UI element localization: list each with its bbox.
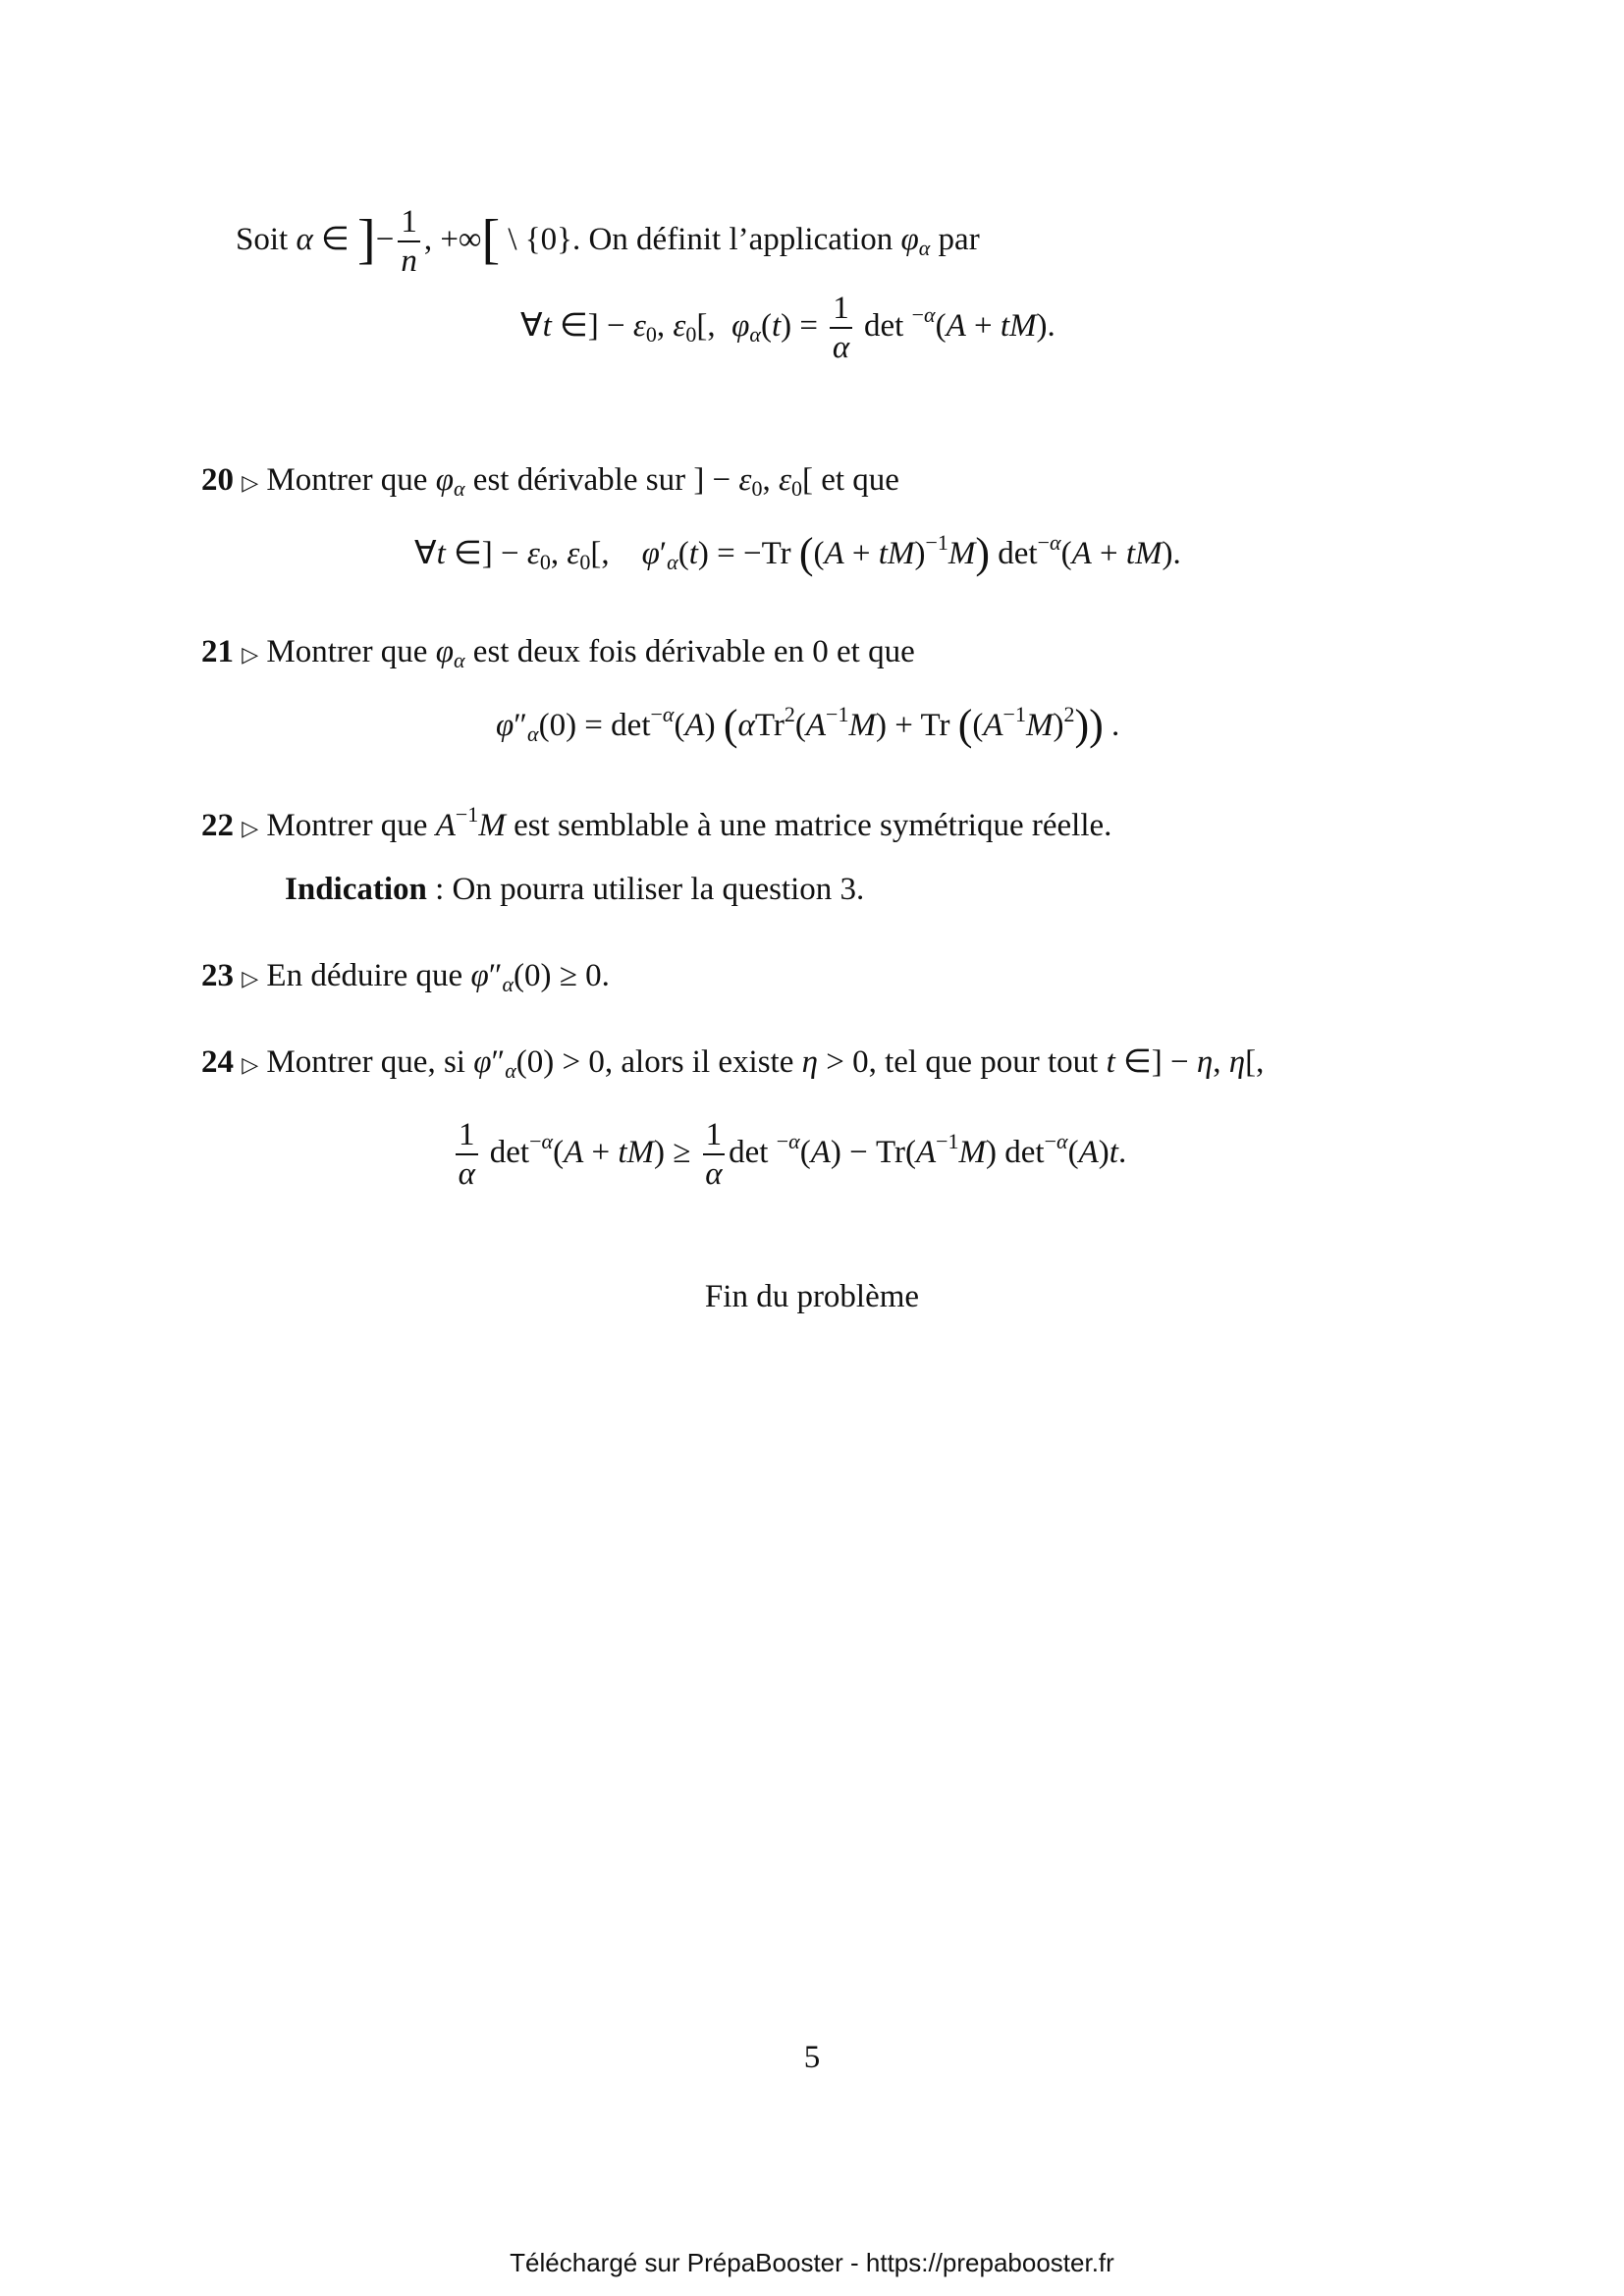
question-24: 24 ▷ Montrer que, si $\varphi''_\alpha(0) > 0$, alors il existe η > 0, tel que pour tout t ∈] − η, η[, <box>201 1044 1265 1083</box>
triangle-icon: ▷ <box>242 1053 259 1078</box>
question-number: 21 <box>201 634 234 669</box>
question-number: 20 <box>201 462 234 498</box>
indication <box>285 874 864 906</box>
question-24-equation: $\frac{1}{\alpha}$ $\det^{-\alpha}(A + tM)$ ≥ $\frac{1}{\alpha}$ $\det ^{-\alpha}(A) - Tr(A^{-1}M)$ $\det^{-\alpha}(A)t$. <box>452 1119 1126 1191</box>
question-number: 24 <box>201 1044 234 1080</box>
triangle-icon: ▷ <box>242 967 259 991</box>
intro-soit: Soit <box>236 222 289 258</box>
phi-definition-equation: ∀t ∈] − $\varepsilon_0$, $\varepsilon_0$[, $\varphi_\alpha(t)$ = $\frac{1}{\alpha}$ det $^{-\alpha}$(A + tM). <box>520 291 1056 365</box>
question-22: 22 ▷ Montrer que $A^{-1}M$ est semblable à une matrice symétrique réelle. <box>201 802 1112 843</box>
triangle-icon: ▷ <box>242 643 259 667</box>
indication-label: Indication <box>285 872 427 907</box>
triangle-icon: ▷ <box>242 817 259 841</box>
question-21: 21 ▷ Montrer que $\varphi_\alpha$ est deux fois dérivable en 0 et que <box>201 634 915 672</box>
intro-par: par <box>938 222 980 258</box>
download-footer: Téléchargé sur PrépaBooster - https://prepabooster.fr <box>510 2248 1114 2277</box>
question-number: 22 <box>201 808 234 843</box>
intro-defines: . On définit l’application <box>571 222 893 258</box>
question-20-equation: ∀t ∈] − $\varepsilon_0$, $\varepsilon_0$[, $\varphi'_\alpha(t) = -Tr$ ((A + tM)$^{-1}$M) $\det^{-\alpha}(A + tM)$. <box>414 529 1181 577</box>
question-20: 20 ▷ Montrer que $\varphi_\alpha$ est dérivable sur ] − $\varepsilon_0$, $\varepsilon_0$[ et que <box>201 462 899 501</box>
question-21-equation: $\varphi''_\alpha(0) = \det^{-\alpha}(A) (\alpha Tr^2(A^{-1}M) + Tr$ $((A^{-1}M)^2)$) . <box>496 701 1120 749</box>
intro-line: Soit α ∈ ]− $\frac{1}{n}$ , +∞[ \ {0}. On définit l’application $\varphi_\alpha$ par <box>236 204 980 279</box>
indication-text: : On pourra utiliser la question 3. <box>426 872 865 907</box>
page-number: 5 <box>803 2040 821 2075</box>
question-23: 23 ▷ En déduire que $\varphi''_\alpha(0) \ge 0$. <box>201 958 610 996</box>
triangle-icon: ▷ <box>242 471 259 496</box>
end-text: Fin du problème <box>704 1279 920 1314</box>
question-number: 23 <box>201 958 234 993</box>
